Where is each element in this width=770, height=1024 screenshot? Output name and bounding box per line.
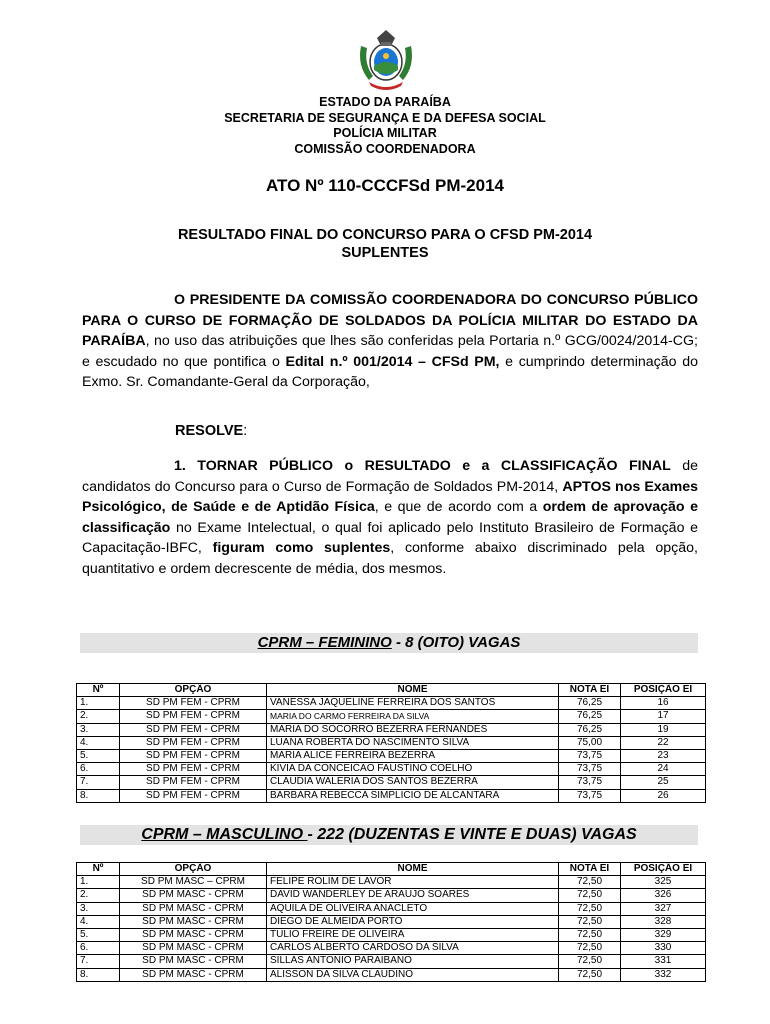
row-name: ALISSON DA SILVA CLAUDINO [267,968,559,981]
row-score: 72,50 [559,942,621,955]
row-score: 72,50 [559,968,621,981]
row-option: SD PM MASC - CPRM [120,955,267,968]
row-name: TULIO FREIRE DE OLIVEIRA [267,928,559,941]
row-score: 73,75 [559,776,621,789]
resolution-paragraph: 1. TORNAR PÚBLICO o RESULTADO e a CLASSIFICAÇÃO FINAL de candidatos do Concurso para o Curso de Formação de Soldados PM-2014, APTOS nos Exames Psicológico, de Saúde e de Aptidão Física, e que de acordo com a ordem de aprovação e classificação no Exame Intelectual, o qual foi aplicado pelo Instituto Brasileiro de Formação e Capacitação-IBFC, figuram como suplentes, conforme abaixo discriminado pela opção, quantitativo e ordem decrescente de média, dos mesmos. [82,458,699,577]
row-name: LUANA ROBERTA DO NASCIMENTO SILVA [267,736,559,749]
row-number: 7. [77,776,120,789]
row-number: 6. [77,763,120,776]
table-row [77,697,706,710]
header-state: ESTADO DA PARAÍBA [319,95,451,109]
table-row [77,710,706,723]
row-position: 325 [621,876,706,889]
row-name: MARIA DO CARMO FERREIRA DA SILVA [267,710,559,723]
state-coat-of-arms-icon [355,26,417,92]
row-position: 326 [621,889,706,902]
row-option: SD PM FEM - CPRM [120,723,267,736]
row-number: 2. [77,889,120,902]
table-row [77,736,706,749]
row-score: 72,50 [559,928,621,941]
row-number: 8. [77,968,120,981]
row-position: 328 [621,915,706,928]
row-position: 329 [621,928,706,941]
table-row [77,889,706,902]
row-score: 72,50 [559,915,621,928]
table-row [77,955,706,968]
preamble-edital: Edital n.º 001/2014 – CFSd PM, [285,353,500,370]
row-option: SD PM MASC - CPRM [120,889,267,902]
table-header-row: Nº OPÇÃO NOME NOTA EI POSIÇÃO EI [77,684,706,697]
table-row [77,776,706,789]
row-number: 1. [77,876,120,889]
row-position: 331 [621,955,706,968]
result-title [0,226,770,262]
row-score: 76,25 [559,697,621,710]
male-results-table [76,862,706,982]
row-option: SD PM FEM - CPRM [120,749,267,762]
row-number: 2. [77,710,120,723]
row-name: DIEGO DE ALMEIDA PORTO [267,915,559,928]
row-name: AQUILA DE OLIVEIRA ANACLETO [267,902,559,915]
row-name: CLAUDIA WALERIA DOS SANTOS BEZERRA [267,776,559,789]
table-row [77,968,706,981]
row-option: SD PM FEM - CPRM [120,776,267,789]
resolution-item: 1. TORNAR PÚBLICO o RESULTADO e a CLASSIFICAÇÃO FINAL [174,458,671,474]
row-position: 22 [621,736,706,749]
preamble-president: O PRESIDENTE DA COMISSÃO COORDENADORA DO CONCURSO PÚBLICO PARA O CURSO DE FORMAÇÃO DE SOLDADOS DA POLÍCIA MILITAR DO ESTADO DA PARAÍBA [82,292,698,349]
header-commission: COMISSÃO COORDENADORA [294,141,476,156]
female-results-table [76,683,706,803]
row-number: 3. [77,902,120,915]
row-name: CARLOS ALBERTO CARDOSO DA SILVA [267,942,559,955]
row-number: 1. [77,697,120,710]
row-option: SD PM FEM - CPRM [120,710,267,723]
row-name: FELIPE ROLIM DE LAVOR [267,876,559,889]
row-name: BARBARA REBECCA SIMPLICIO DE ALCANTARA [267,789,559,802]
row-position: 16 [621,697,706,710]
row-name: MARIA DO SOCORRO BEZERRA FERNANDES [267,723,559,736]
row-option: SD PM MASC - CPRM [120,928,267,941]
row-score: 75,00 [559,736,621,749]
table-row [77,876,706,889]
row-score: 73,75 [559,789,621,802]
row-score: 72,50 [559,889,621,902]
result-title-line2: SUPLENTES [341,245,429,261]
ato-title: ATO Nº 110-CCCFSd PM-2014 [266,176,504,195]
row-position: 17 [621,710,706,723]
table-row [77,723,706,736]
row-option: SD PM MASC - CPRM [120,915,267,928]
row-score: 73,75 [559,763,621,776]
row-position: 330 [621,942,706,955]
table-row [77,915,706,928]
table-header-row: Nº OPÇÃO NOME NOTA EI POSIÇÃO EI [77,863,706,876]
table-row [77,749,706,762]
row-position: 327 [621,902,706,915]
table-row [77,902,706,915]
table-row [77,942,706,955]
section-female: CPRM – FEMININO - 8 (OITO) VAGAS [80,633,698,653]
row-name: KIVIA DA CONCEICAO FAUSTINO COELHO [267,763,559,776]
row-position: 23 [621,749,706,762]
row-option: SD PM FEM - CPRM [120,789,267,802]
row-number: 4. [77,915,120,928]
row-number: 6. [77,942,120,955]
header-police: POLÍCIA MILITAR [333,126,437,140]
table-row [77,763,706,776]
row-number: 5. [77,928,120,941]
row-position: 26 [621,789,706,802]
preamble-paragraph [82,290,698,393]
row-position: 19 [621,723,706,736]
row-score: 72,50 [559,955,621,968]
result-title-line1: RESULTADO FINAL DO CONCURSO PARA O CFSD PM-2014 [177,227,593,243]
table-row [77,789,706,802]
row-position: 25 [621,776,706,789]
row-number: 4. [77,736,120,749]
resolve-heading: RESOLVE: [175,423,248,439]
table-row [77,928,706,941]
row-option: SD PM MASC - CPRM [120,902,267,915]
preamble-text: , no uso das atribuições que lhes são conferidas pela Portaria n.º GCG/0024/2014-CG; e escudado no que pontifica o [82,333,698,370]
row-position: 24 [621,763,706,776]
row-option: SD PM FEM - CPRM [120,697,267,710]
row-name: DAVID WANDERLEY DE ARAUJO SOARES [267,889,559,902]
row-number: 5. [77,749,120,762]
row-number: 8. [77,789,120,802]
document-header [0,95,770,157]
section-male: CPRM – MASCULINO - 222 (DUZENTAS E VINTE E DUAS) VAGAS [80,825,698,845]
row-number: 7. [77,955,120,968]
row-score: 76,25 [559,710,621,723]
row-score: 72,50 [559,902,621,915]
row-name: SILLAS ANTONIO PARAIBANO [267,955,559,968]
row-number: 3. [77,723,120,736]
row-name: MARIA ALICE FERREIRA BEZERRA [267,749,559,762]
row-name: VANESSA JAQUELINE FERREIRA DOS SANTOS [267,697,559,710]
row-option: SD PM FEM - CPRM [120,763,267,776]
row-score: 72,50 [559,876,621,889]
row-option: SD PM MASC – CPRM [120,876,267,889]
row-score: 76,25 [559,723,621,736]
preamble-end: e cumprindo determinação do Exmo. Sr. Comandante-Geral da Corporação, [82,353,698,390]
header-secretariat: SECRETARIA DE SEGURANÇA E DA DEFESA SOCIAL [224,110,546,125]
row-option: SD PM MASC - CPRM [120,968,267,981]
row-score: 73,75 [559,749,621,762]
row-option: SD PM FEM - CPRM [120,736,267,749]
row-position: 332 [621,968,706,981]
row-option: SD PM MASC - CPRM [120,942,267,955]
